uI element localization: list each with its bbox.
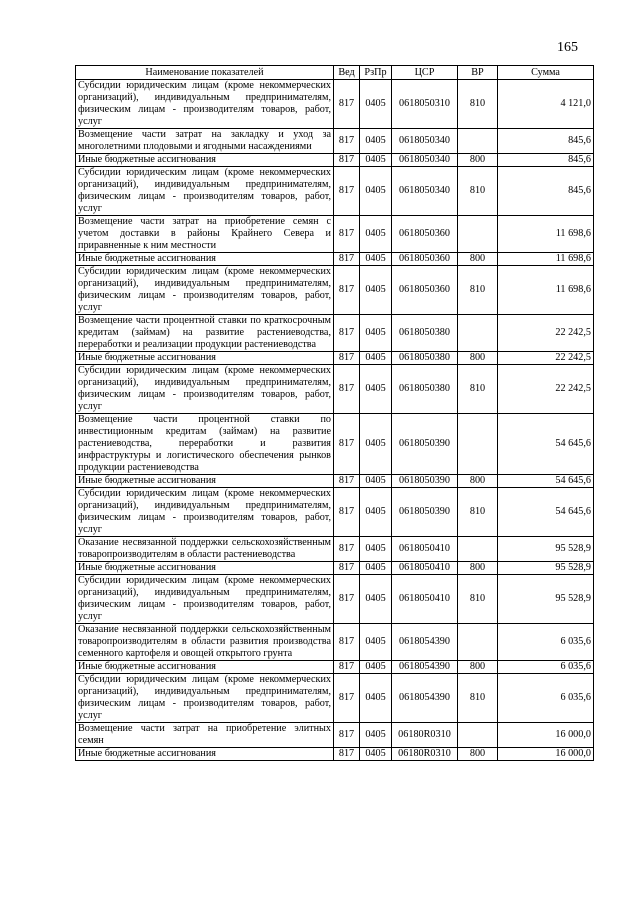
table-row [76, 129, 594, 154]
table-row [76, 575, 594, 624]
row-csr: 0618050310 [392, 80, 458, 129]
row-csr: 0618050340 [392, 167, 458, 216]
page-number: 165 [557, 40, 578, 55]
row-csr: 0618050410 [392, 575, 458, 624]
budget-table [75, 65, 594, 761]
row-vr: 800 [458, 661, 498, 674]
row-csr: 0618050410 [392, 562, 458, 575]
row-rzpr: 0405 [360, 315, 392, 352]
table-row [76, 253, 594, 266]
row-rzpr: 0405 [360, 129, 392, 154]
row-sum: 6 035,6 [498, 661, 594, 674]
row-ved: 817 [334, 562, 360, 575]
row-name: Субсидии юридическим лицам (кроме некоммерческих организаций), индивидуальным предпринимателям, физическим лицам - производителям товаров, работ, услуг [76, 575, 334, 624]
row-name: Возмещение части процентной ставки по инвестиционным кредитам (займам) на развитие растениеводства, переработки и развития инфраструктуры и логистического обеспечения рынков продукции растениеводства [76, 414, 334, 475]
row-rzpr: 0405 [360, 80, 392, 129]
table-row [76, 562, 594, 575]
row-name: Субсидии юридическим лицам (кроме некоммерческих организаций), индивидуальным предпринимателям, физическим лицам - производителям товаров, работ, услуг [76, 80, 334, 129]
row-sum: 54 645,6 [498, 414, 594, 475]
row-vr [458, 723, 498, 748]
header-rzpr: РзПр [360, 66, 392, 80]
row-name: Иные бюджетные ассигнования [76, 661, 334, 674]
row-vr: 800 [458, 352, 498, 365]
header-csr: ЦСР [392, 66, 458, 80]
row-csr: 0618050380 [392, 352, 458, 365]
row-rzpr: 0405 [360, 562, 392, 575]
row-rzpr: 0405 [360, 352, 392, 365]
table-row [76, 674, 594, 723]
row-name: Иные бюджетные ассигнования [76, 352, 334, 365]
row-ved: 817 [334, 661, 360, 674]
table-header-row [76, 66, 594, 80]
row-csr: 0618054390 [392, 624, 458, 661]
row-ved: 817 [334, 129, 360, 154]
row-rzpr: 0405 [360, 216, 392, 253]
table-row [76, 216, 594, 253]
row-sum: 845,6 [498, 129, 594, 154]
row-sum: 95 528,9 [498, 562, 594, 575]
table-row [76, 624, 594, 661]
row-vr: 800 [458, 253, 498, 266]
table-row [76, 475, 594, 488]
row-csr: 0618050360 [392, 266, 458, 315]
row-sum: 22 242,5 [498, 352, 594, 365]
row-rzpr: 0405 [360, 167, 392, 216]
row-csr: 0618050340 [392, 129, 458, 154]
row-vr [458, 216, 498, 253]
row-vr: 810 [458, 575, 498, 624]
row-ved: 817 [334, 575, 360, 624]
table-row [76, 488, 594, 537]
header-sum: Сумма [498, 66, 594, 80]
table-row [76, 661, 594, 674]
table-row [76, 352, 594, 365]
row-vr: 810 [458, 80, 498, 129]
row-csr: 0618050390 [392, 475, 458, 488]
table-row [76, 167, 594, 216]
row-ved: 817 [334, 80, 360, 129]
row-name: Субсидии юридическим лицам (кроме некоммерческих организаций), индивидуальным предпринимателям, физическим лицам - производителям товаров, работ, услуг [76, 167, 334, 216]
row-name: Возмещение части затрат на приобретение семян с учетом доставки в районы Крайнего Севера и приравненные к ним местности [76, 216, 334, 253]
table-row [76, 748, 594, 761]
row-sum: 54 645,6 [498, 475, 594, 488]
row-sum: 11 698,6 [498, 266, 594, 315]
row-name: Иные бюджетные ассигнования [76, 154, 334, 167]
table-row [76, 414, 594, 475]
row-sum: 11 698,6 [498, 216, 594, 253]
row-name: Возмещение части затрат на закладку и уход за многолетними плодовыми и ягодными насаждениями [76, 129, 334, 154]
row-sum: 54 645,6 [498, 488, 594, 537]
row-rzpr: 0405 [360, 154, 392, 167]
row-ved: 817 [334, 674, 360, 723]
row-name: Субсидии юридическим лицам (кроме некоммерческих организаций), индивидуальным предпринимателям, физическим лицам - производителям товаров, работ, услуг [76, 365, 334, 414]
row-sum: 11 698,6 [498, 253, 594, 266]
row-sum: 22 242,5 [498, 315, 594, 352]
row-ved: 817 [334, 475, 360, 488]
row-vr: 800 [458, 748, 498, 761]
row-vr [458, 315, 498, 352]
row-rzpr: 0405 [360, 365, 392, 414]
row-csr: 0618054390 [392, 661, 458, 674]
row-csr: 06180R0310 [392, 723, 458, 748]
row-ved: 817 [334, 365, 360, 414]
row-vr: 810 [458, 266, 498, 315]
row-rzpr: 0405 [360, 414, 392, 475]
table-row [76, 315, 594, 352]
row-rzpr: 0405 [360, 253, 392, 266]
row-sum: 6 035,6 [498, 624, 594, 661]
row-csr: 0618050340 [392, 154, 458, 167]
row-ved: 817 [334, 537, 360, 562]
table-row [76, 266, 594, 315]
table-row [76, 80, 594, 129]
row-name: Иные бюджетные ассигнования [76, 562, 334, 575]
row-rzpr: 0405 [360, 266, 392, 315]
header-vr: ВР [458, 66, 498, 80]
row-sum: 4 121,0 [498, 80, 594, 129]
row-ved: 817 [334, 266, 360, 315]
row-sum: 845,6 [498, 167, 594, 216]
row-name: Возмещение части затрат на приобретение элитных семян [76, 723, 334, 748]
row-rzpr: 0405 [360, 748, 392, 761]
row-csr: 0618050360 [392, 216, 458, 253]
row-sum: 95 528,9 [498, 537, 594, 562]
row-csr: 06180R0310 [392, 748, 458, 761]
row-ved: 817 [334, 748, 360, 761]
row-name: Иные бюджетные ассигнования [76, 253, 334, 266]
row-rzpr: 0405 [360, 661, 392, 674]
row-name: Иные бюджетные ассигнования [76, 748, 334, 761]
row-vr [458, 537, 498, 562]
row-rzpr: 0405 [360, 475, 392, 488]
table-row [76, 537, 594, 562]
table-row [76, 723, 594, 748]
row-ved: 817 [334, 154, 360, 167]
row-ved: 817 [334, 723, 360, 748]
row-csr: 0618050380 [392, 365, 458, 414]
row-csr: 0618050390 [392, 414, 458, 475]
row-csr: 0618054390 [392, 674, 458, 723]
row-ved: 817 [334, 414, 360, 475]
row-csr: 0618050390 [392, 488, 458, 537]
row-sum: 95 528,9 [498, 575, 594, 624]
row-ved: 817 [334, 315, 360, 352]
row-rzpr: 0405 [360, 624, 392, 661]
row-ved: 817 [334, 216, 360, 253]
table-row [76, 154, 594, 167]
row-ved: 817 [334, 488, 360, 537]
row-vr: 810 [458, 365, 498, 414]
row-rzpr: 0405 [360, 575, 392, 624]
row-sum: 6 035,6 [498, 674, 594, 723]
row-sum: 16 000,0 [498, 748, 594, 761]
row-ved: 817 [334, 167, 360, 216]
row-rzpr: 0405 [360, 674, 392, 723]
row-vr: 800 [458, 154, 498, 167]
row-name: Возмещение части процентной ставки по краткосрочным кредитам (займам) на развитие растениеводства, переработки и реализации продукции растениеводства [76, 315, 334, 352]
row-vr: 810 [458, 488, 498, 537]
row-name: Иные бюджетные ассигнования [76, 475, 334, 488]
row-vr [458, 129, 498, 154]
row-csr: 0618050360 [392, 253, 458, 266]
row-vr [458, 624, 498, 661]
row-ved: 817 [334, 253, 360, 266]
row-rzpr: 0405 [360, 488, 392, 537]
row-vr: 810 [458, 167, 498, 216]
row-vr: 800 [458, 562, 498, 575]
row-name: Субсидии юридическим лицам (кроме некоммерческих организаций), индивидуальным предпринимателям, физическим лицам - производителям товаров, работ, услуг [76, 266, 334, 315]
row-name: Субсидии юридическим лицам (кроме некоммерческих организаций), индивидуальным предпринимателям, физическим лицам - производителям товаров, работ, услуг [76, 488, 334, 537]
header-name: Наименование показателей [76, 66, 334, 80]
row-name: Оказание несвязанной поддержки сельскохозяйственным товаропроизводителям в области растениеводства [76, 537, 334, 562]
row-sum: 22 242,5 [498, 365, 594, 414]
row-ved: 817 [334, 624, 360, 661]
header-ved: Вед [334, 66, 360, 80]
row-ved: 817 [334, 352, 360, 365]
row-sum: 845,6 [498, 154, 594, 167]
row-vr [458, 414, 498, 475]
row-name: Оказание несвязанной поддержки сельскохозяйственным товаропроизводителям в области развития производства семенного картофеля и овощей открытого грунта [76, 624, 334, 661]
row-rzpr: 0405 [360, 723, 392, 748]
row-csr: 0618050380 [392, 315, 458, 352]
row-vr: 800 [458, 475, 498, 488]
row-vr: 810 [458, 674, 498, 723]
row-csr: 0618050410 [392, 537, 458, 562]
row-rzpr: 0405 [360, 537, 392, 562]
row-name: Субсидии юридическим лицам (кроме некоммерческих организаций), индивидуальным предпринимателям, физическим лицам - производителям товаров, работ, услуг [76, 674, 334, 723]
table-row [76, 365, 594, 414]
row-sum: 16 000,0 [498, 723, 594, 748]
